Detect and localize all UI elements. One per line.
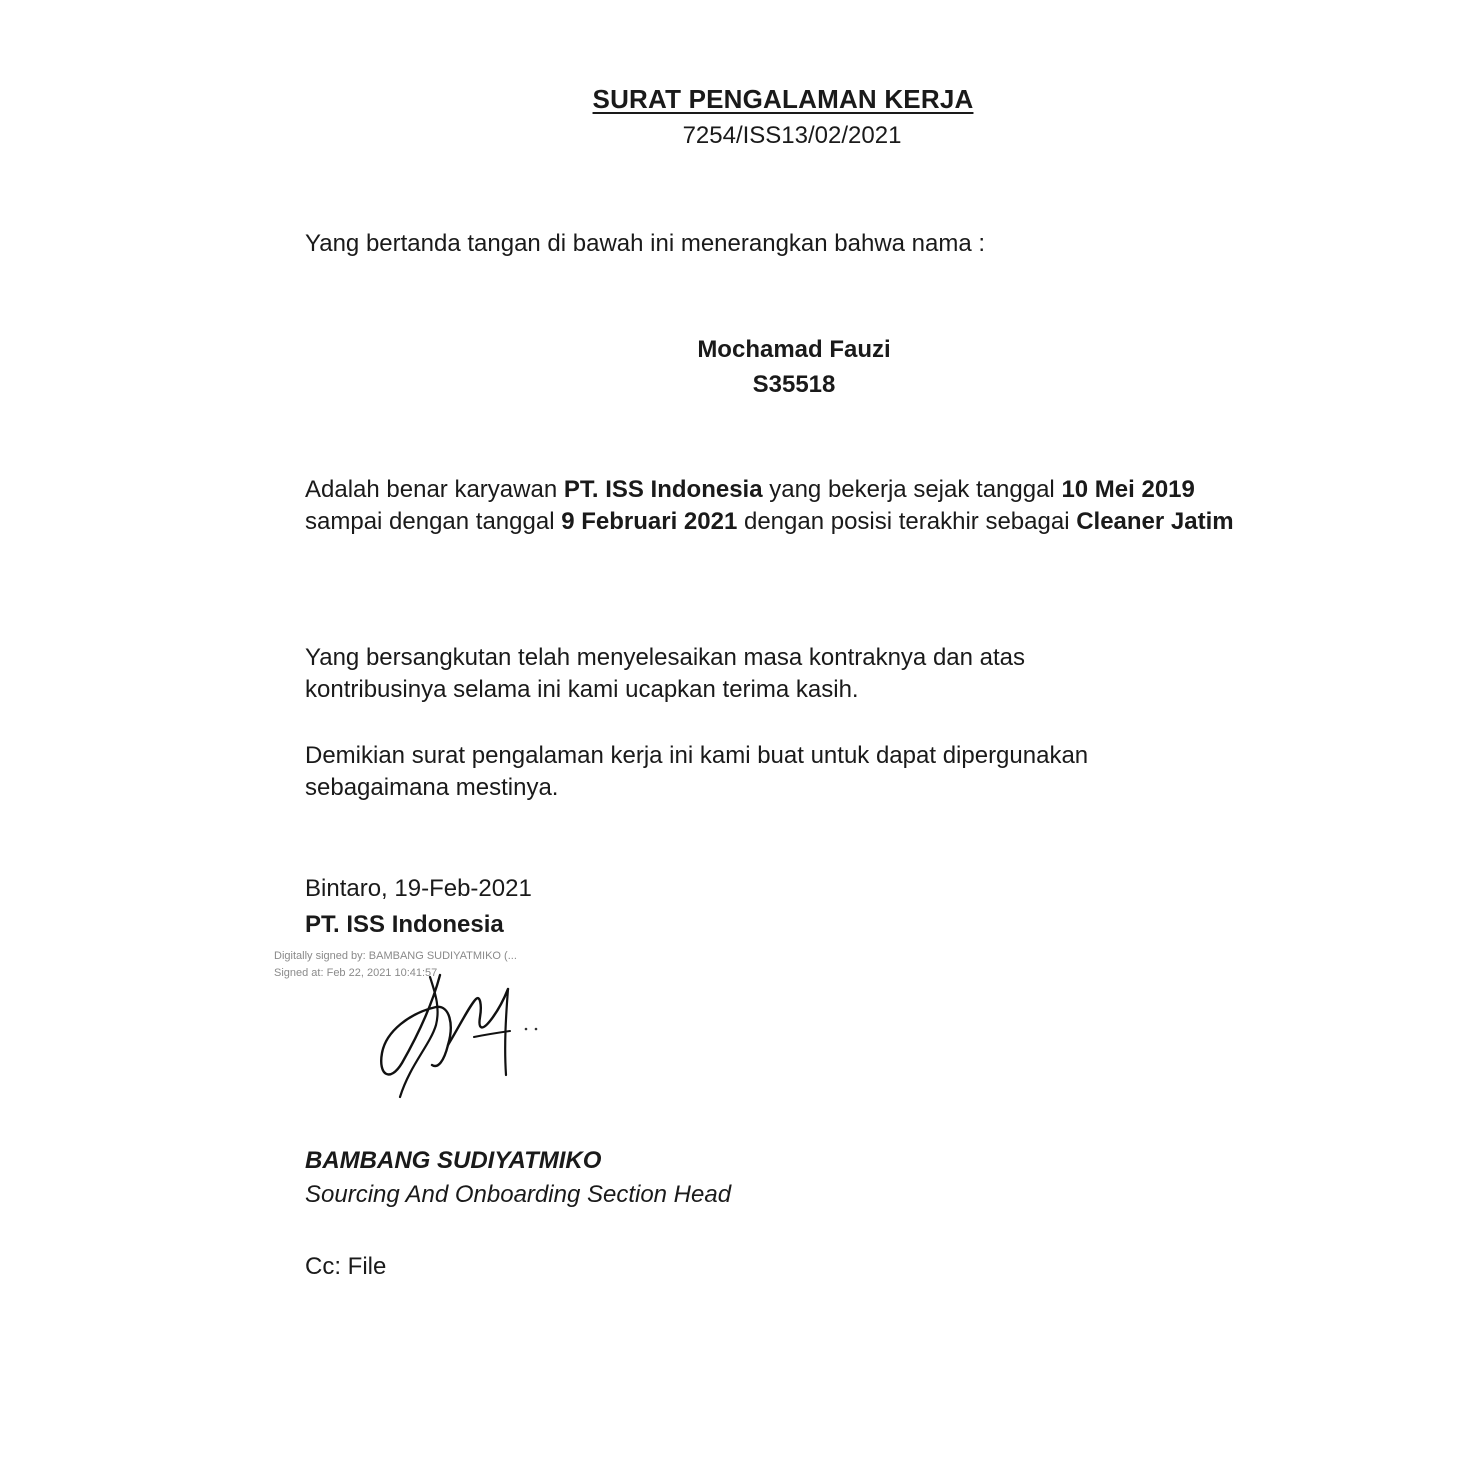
digital-signature-line-1: Digitally signed by: BAMBANG SUDIYATMIKO (... — [274, 950, 517, 962]
employment-start-date: 10 Mei 2019 — [1061, 476, 1195, 503]
employment-position: Cleaner Jatim — [1076, 508, 1234, 535]
employment-prefix: Adalah benar karyawan — [305, 476, 564, 503]
employment-position-text: dengan posisi terakhir sebagai — [737, 508, 1077, 535]
employment-end-date: 9 Februari 2021 — [561, 508, 738, 535]
reference-number: 7254/ISS13/02/2021 — [682, 122, 902, 149]
employment-since-text: yang bekerja sejak tanggal — [762, 476, 1062, 503]
employment-company: PT. ISS Indonesia — [563, 476, 763, 503]
handwritten-signature — [370, 965, 550, 1105]
intro-paragraph: Yang bertanda tangan di bawah ini menerangkan bahwa nama : — [305, 230, 986, 257]
closing-paragraph-2: Demikian surat pengalaman kerja ini kami buat untuk dapat dipergunakan sebagaimana mestinya. — [305, 742, 1089, 801]
letter-title: SURAT PENGALAMAN KERJA — [592, 84, 974, 114]
closing-paragraph-1: Yang bersangkutan telah menyelesaikan masa kontraknya dan atas kontribusinya selama ini kami ucapkan terima kasih. — [305, 644, 1026, 703]
employee-id: S35518 — [752, 371, 836, 398]
employment-until-text: sampai dengan tanggal — [305, 508, 562, 535]
signer-title: Sourcing And Onboarding Section Head — [305, 1181, 732, 1208]
employee-name: Mochamad Fauzi — [697, 336, 891, 363]
sign-company: PT. ISS Indonesia — [305, 911, 504, 938]
digital-signature-line-2: Signed at: Feb 22, 2021 10:41:57 — [274, 967, 438, 979]
employment-paragraph — [305, 474, 1265, 538]
cc-line: Cc: File — [305, 1253, 387, 1280]
signer-name: BAMBANG SUDIYATMIKO — [305, 1147, 602, 1174]
sign-place-date: Bintaro, 19-Feb-2021 — [305, 875, 532, 902]
employee-block — [0, 332, 1469, 402]
